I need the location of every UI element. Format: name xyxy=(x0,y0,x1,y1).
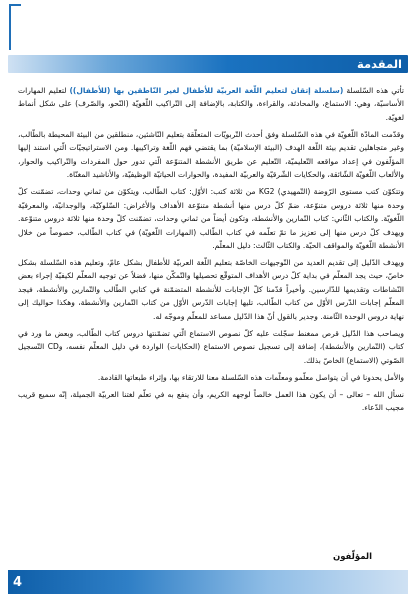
corner-rule-decoration xyxy=(9,4,21,50)
footer-bar xyxy=(8,570,408,594)
paragraph-1 xyxy=(18,84,404,124)
series-title: (سلسلة إتقان لتعليم اللّغة العربيّة للأطفال لغير النّاطقين بها (للأطفال)) xyxy=(69,86,344,95)
page-number: 4 xyxy=(13,575,23,590)
paragraph-7: نسأل الله – تعالى – أن يكون هذا العمل خالصاً لوجهه الكريم، وأن ينفع به في تعلّم لغتنا العربيّة الجميلة، إنّه سميع قريب مجيب الدّعاء. xyxy=(18,389,404,412)
top-strip xyxy=(0,0,416,8)
introduction-body xyxy=(18,84,404,418)
authors-signature: المؤلّفون xyxy=(332,552,372,562)
paragraph-5: ويصاحب هذا الدّليل قرص ممغنط سجّلت عليه كلّ نصوص الاستماع الّتي تضمّنتها دروس كتاب الطّالب، وبعض ما ورد في كتاب (التّمارين والأنشطة)، إضافة إلى تسجيل نصوص الاستماع (الحكايات) الواردة في دليل المعلّم نفسه، وCD التّسجيل الصّوتي (الاستماع) الخاصّ بذلك. xyxy=(18,328,404,365)
paragraph-3: وتتكوّن كتب مستوى الرّوضة (التّمهيدي) KG2 من ثلاثة كتب: الأوّل: كتاب الطّالب، ويتكوّن من ثماني وحدات، تضمّنت كلّ وحدة منها ثلاثة دروس متنوّعة، ضمّ كلّ درس منها أنشطة متنوّعة الأهداف والأغراض: السّلوكيّة، والوجدانيّة، والمعرفيّة اللّغويّة. والكتاب الثّاني: كتاب التّمارين والأنشطة، وتكون أيضاً من ثماني وحدات، تضمّنت كلّ وحدة منها ثلاثة دروس متنوّعة. ويهدف كلّ درس منها إلى تعزيز ما تمّ تعلّمه في كتاب الطّالب (المهارات اللّغويّة) في كتاب الطّالب، خصوصاً من خلال الأنشطة اللّغويّة والمواقف الحيّة. والكتاب الثّالث: دليل المعلّم. xyxy=(18,187,404,250)
paragraph-4: ويهدف الدّليل إلى تقديم العديد من التّوجيهات الخاصّة بتعليم اللّغة العربيّة للأطفال بشكل عامّ، وتعليم هذه السّلسلة بشكل خاصّ، حيث يجد المعلّم في بداية كلّ درس الأهداف المتوقّع تحصيلها والتّمكّن منها، فضلاً عن توجيه المعلّم لكيفيّة إجراء بعض النّشاطات وتقديمها للدّارسين. وأخيراً قدّمنا كلّ الإجابات للأنشطة المتضمّنة في كتابي الطّالب والتّمارين والأنشطة، فيجد المعلّم إجابات الدّرس الأوّل من كتاب الطّالب، تليها إجابات الدّرس الأوّل من كتاب التّمارين والأنشطة، وهكذا حواليك إلى نهاية دروس الوحدة الثّامنة. وجدير بالقول أنّ هذا الدّليل مساعد للمعلّم وموجّه له. xyxy=(18,257,404,321)
paragraph-2: وقدّمت المادّة اللّغويّة في هذه السّلسلة وفق أحدث التّربويّات المتعلّقة بتعليم النّاشئين، منطلقين من البيئة المحيطة بالطّالب، وغير متجاهلين تقديم بيئة اللّغة الهدف (البيئة الإسلاميّة) بما يقتضي فهم اللّغة وتراكيبها. ومن الاستراتيجيّات الّتي استند إليها المؤلّفون في إعداد مواقعه التّعليميّة، التّعليم عن طريق الأنشطة المتنوّعة الّتي تدور حول المفردات والتّراكيب والحوار، والألعاب اللّغويّة الشّائقة، والحكايات الشّرقيّة والعربيّة المفيدة، والحوارات الحياتيّة الوظيفيّة، والأناشيد المغنّاة. xyxy=(18,129,404,180)
paragraph-1-lead: تأتي هذه السّلسلة xyxy=(343,86,404,95)
page-title: المقدمة xyxy=(357,57,402,71)
header-bar xyxy=(8,55,408,73)
paragraph-6: والأمل يحدونا في أن يتواصل معلّمو ومعلّمات هذه السّلسلة معنا للارتقاء بها، وإثراء طبعاتها القادمة. xyxy=(97,372,404,382)
paragraph-1-rest: لتعليم المهارات الأساسيّة، وهي: الاستماع، والمحادثة، والقراءة، والكتابة، بالإضافة إلى التّراكيب اللّغويّة (النّحو، والصّرف) على شكل أنماط لغويّة. xyxy=(18,86,404,122)
